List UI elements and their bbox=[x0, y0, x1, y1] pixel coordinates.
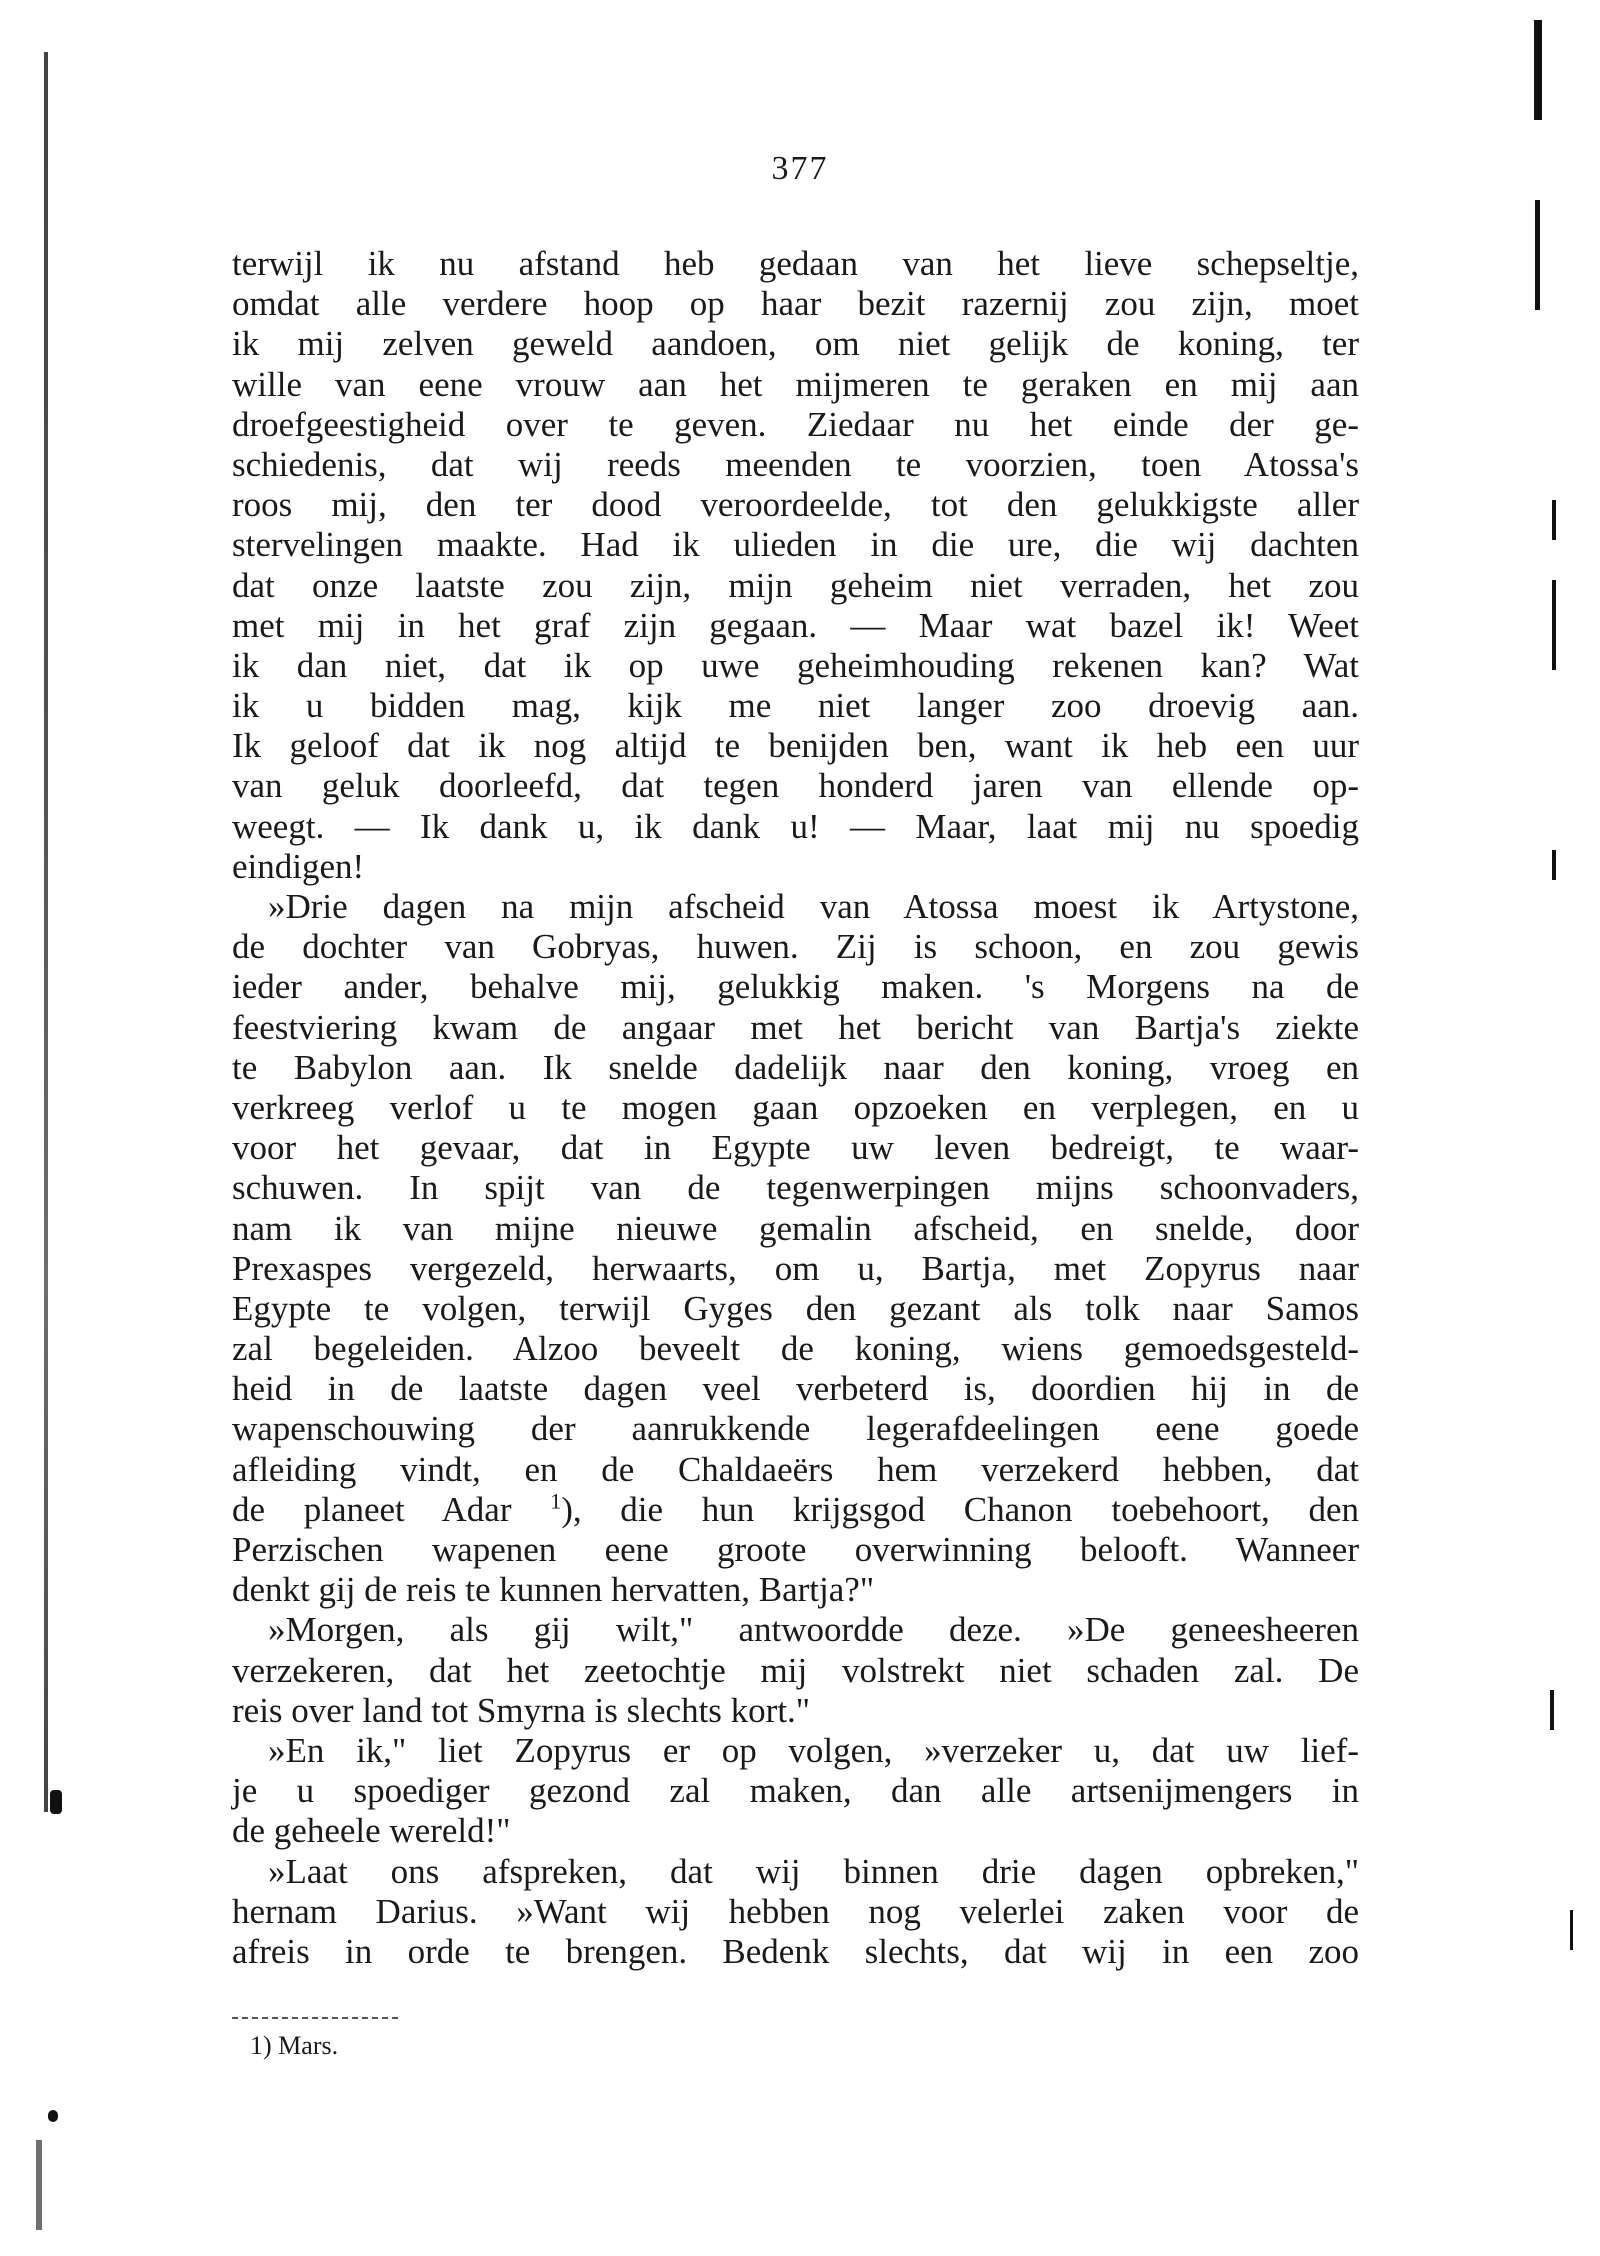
text-line: reis over land tot Smyrna is slechts kort." bbox=[232, 1690, 811, 1730]
text-line: de geheele wereld!" bbox=[232, 1811, 511, 1851]
text-line: denkt gij de reis te kunnen hervatten, Bartja?" bbox=[232, 1570, 875, 1610]
text-line: van geluk doorleefd, dat tegen honderd jaren van ellende op- bbox=[232, 766, 1359, 806]
scan-mark bbox=[1552, 580, 1556, 620]
text-segment: de planeet Adar bbox=[232, 1489, 512, 1529]
footnote: 1) Mars. bbox=[250, 2031, 339, 2060]
text-line: wille van eene vrouw aan het mijmeren te geraken en mij aan bbox=[232, 364, 1359, 404]
text-line: eindigen! bbox=[232, 846, 365, 886]
scan-mark bbox=[1535, 200, 1540, 310]
text-line: »Morgen, als gij wilt," antwoordde deze. »De geneesheeren bbox=[268, 1610, 1359, 1650]
text-line: »Drie dagen na mijn afscheid van Atossa moest ik Artystone, bbox=[268, 887, 1359, 926]
text-line: droefgeestigheid over te geven. Ziedaar nu het einde der ge- bbox=[232, 404, 1359, 444]
text-line bbox=[232, 1490, 1359, 1530]
scan-mark bbox=[1534, 20, 1542, 120]
text-line: Prexaspes vergezeld, herwaarts, om u, Bartja, met Zopyrus naar bbox=[232, 1248, 1359, 1288]
footnote-ref: 1 bbox=[550, 1488, 562, 1514]
text-line: roos mij, den ter dood veroordeelde, tot den gelukkigste aller bbox=[232, 485, 1359, 525]
text-line: afreis in orde te brengen. Bedenk slechts, dat wij in een zoo bbox=[232, 1931, 1359, 1971]
ink-blot bbox=[50, 1790, 62, 1814]
text-line: schiedenis, dat wij reeds meenden te voorzien, toen Atossa's bbox=[232, 444, 1359, 484]
text-line: je u spoediger gezond zal maken, dan alle artsenijmengers in bbox=[232, 1771, 1359, 1811]
footnote-divider bbox=[232, 2017, 398, 2019]
text-line: zal begeleiden. Alzoo beveelt de koning, wiens gemoedsgesteld- bbox=[232, 1329, 1359, 1369]
text-line: voor het gevaar, dat in Egypte uw leven bedreigt, te waar- bbox=[232, 1128, 1359, 1168]
text-line: verzekeren, dat het zeetochtje mij volstrekt niet schaden zal. De bbox=[232, 1650, 1359, 1690]
text-line: nam ik van mijne nieuwe gemalin afscheid, en snelde, door bbox=[232, 1208, 1359, 1248]
scan-mark bbox=[1550, 1690, 1554, 1730]
text-line: wapenschouwing der aanrukkende legerafdeelingen eene goede bbox=[232, 1409, 1359, 1449]
text-line: ik mij zelven geweld aandoen, om niet gelijk de koning, ter bbox=[232, 324, 1359, 364]
text-line: afleiding vindt, en de Chaldaeërs hem verzekerd hebben, dat bbox=[232, 1449, 1359, 1489]
scan-mark bbox=[1552, 620, 1556, 670]
body-text bbox=[232, 244, 1359, 1972]
scan-edge-shadow bbox=[44, 52, 48, 1812]
scan-mark bbox=[36, 2140, 42, 2230]
text-segment: ), die hun krijgsgod Chanon toebehoort, den bbox=[561, 1489, 1360, 1529]
ink-blot bbox=[48, 2110, 58, 2122]
text-line: heid in de laatste dagen veel verbeterd is, doordien hij in de bbox=[232, 1369, 1359, 1409]
text-line: terwijl ik nu afstand heb gedaan van het lieve schepseltje, bbox=[232, 244, 1359, 283]
text-line: omdat alle verdere hoop op haar bezit razernij zou zijn, moet bbox=[232, 284, 1359, 324]
text-line: feestviering kwam de angaar met het bericht van Bartja's ziekte bbox=[232, 1007, 1359, 1047]
text-line: Ik geloof dat ik nog altijd te benijden ben, want ik heb een uur bbox=[232, 726, 1359, 766]
text-line: te Babylon aan. Ik snelde dadelijk naar den koning, vroeg en bbox=[232, 1047, 1359, 1087]
text-line: verkreeg verlof u te mogen gaan opzoeken en verplegen, en u bbox=[232, 1087, 1359, 1127]
text-line: »Laat ons afspreken, dat wij binnen drie dagen opbreken," bbox=[268, 1851, 1359, 1891]
text-line: Perzischen wapenen eene groote overwinning belooft. Wanneer bbox=[232, 1530, 1359, 1569]
text-line: de dochter van Gobryas, huwen. Zij is schoon, en zou gewis bbox=[232, 927, 1359, 967]
text-line: ieder ander, behalve mij, gelukkig maken. 's Morgens na de bbox=[232, 967, 1359, 1007]
text-line: met mij in het graf zijn gegaan. — Maar wat bazel ik! Weet bbox=[232, 605, 1359, 645]
page-number: 377 bbox=[771, 150, 829, 187]
scan-mark bbox=[1552, 500, 1556, 540]
text-line: Egypte te volgen, terwijl Gyges den gezant als tolk naar Samos bbox=[232, 1288, 1359, 1328]
text-line: ik dan niet, dat ik op uwe geheimhouding rekenen kan? Wat bbox=[232, 645, 1359, 685]
text-line: »En ik," liet Zopyrus er op volgen, »verzeker u, dat uw lief- bbox=[268, 1730, 1359, 1770]
text-line: schuwen. In spijt van de tegenwerpingen mijns schoonvaders, bbox=[232, 1168, 1359, 1208]
scan-mark bbox=[1552, 850, 1556, 880]
text-line: dat onze laatste zou zijn, mijn geheim niet verraden, het zou bbox=[232, 565, 1359, 605]
text-line: ik u bidden mag, kijk me niet langer zoo droevig aan. bbox=[232, 686, 1359, 726]
text-line: weegt. — Ik dank u, ik dank u! — Maar, laat mij nu spoedig bbox=[232, 806, 1359, 846]
scan-mark bbox=[1570, 1910, 1573, 1950]
text-line: stervelingen maakte. Had ik ulieden in die ure, die wij dachten bbox=[232, 525, 1359, 565]
text-line: hernam Darius. »Want wij hebben nog velerlei zaken voor de bbox=[232, 1891, 1359, 1931]
